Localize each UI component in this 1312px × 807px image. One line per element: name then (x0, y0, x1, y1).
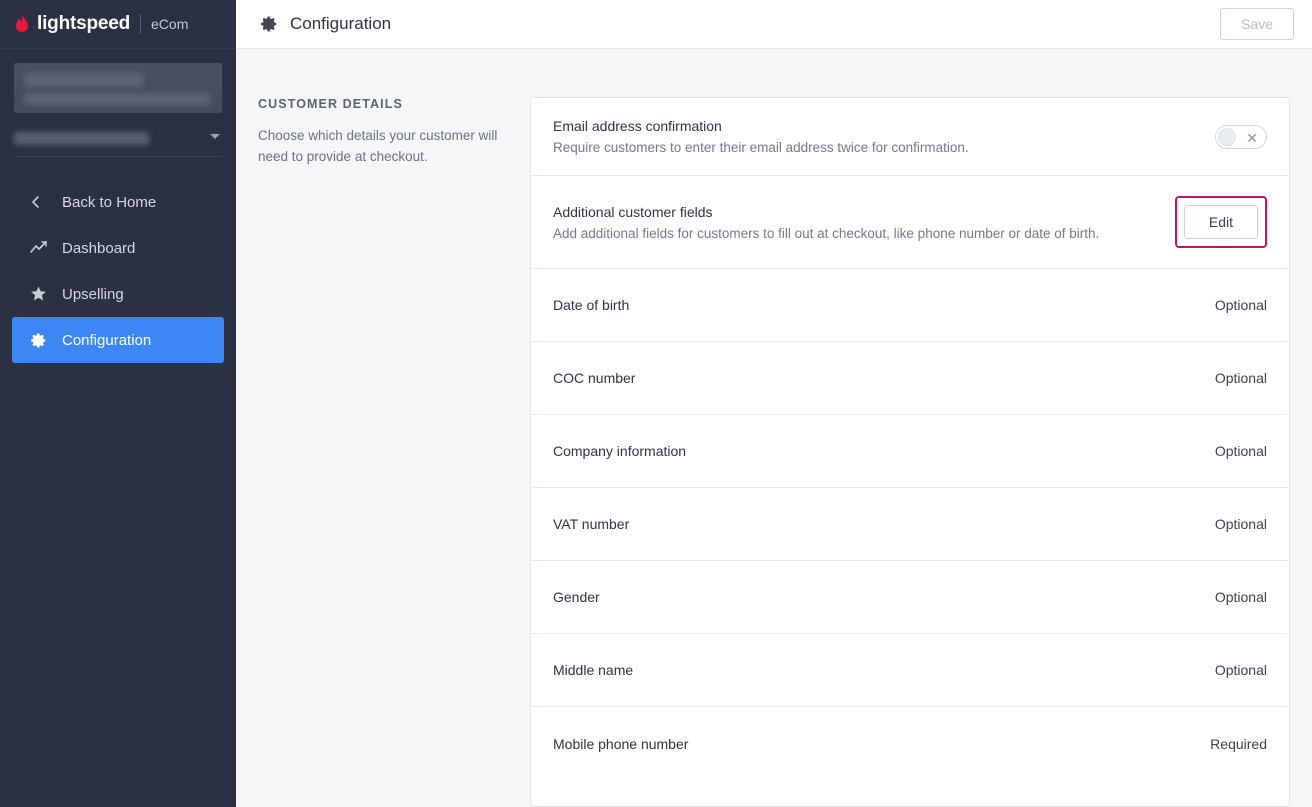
setting-row-date-of-birth[interactable] (531, 269, 1289, 342)
sidebar-item-label: Configuration (62, 331, 152, 349)
setting-row-mobile-phone-number[interactable] (531, 707, 1289, 780)
save-button[interactable]: Save (1220, 8, 1294, 40)
row-text (553, 297, 1199, 313)
setting-row-gender[interactable] (531, 561, 1289, 634)
chevron-left-icon (30, 195, 52, 209)
row-subtitle: Require customers to enter their email address twice for confirmation. (553, 140, 969, 155)
setting-row-email-confirmation (531, 98, 1289, 176)
brand-product: eCom (151, 16, 189, 32)
row-value: Optional (1214, 516, 1267, 532)
top-bar (236, 0, 1312, 49)
row-title: Email address confirmation (553, 118, 722, 134)
star-icon (30, 286, 52, 302)
sidebar-item-dashboard[interactable] (12, 225, 224, 271)
brand-divider (140, 14, 141, 34)
row-text (553, 736, 1194, 752)
row-text (553, 443, 1199, 459)
trend-line-icon (30, 241, 52, 255)
row-title: COC number (553, 370, 636, 386)
brand-name: lightspeed (37, 13, 131, 34)
row-value: Required (1210, 735, 1267, 752)
flame-icon (14, 14, 30, 34)
row-text (553, 516, 1199, 532)
row-value: Optional (1214, 297, 1267, 313)
edit-button[interactable]: Edit (1184, 205, 1258, 239)
edit-button-highlight (1175, 196, 1267, 248)
row-value: Optional (1214, 443, 1267, 459)
row-value: Optional (1214, 589, 1267, 605)
row-text (553, 589, 1199, 605)
section-description-column (258, 97, 530, 807)
sidebar-item-label: Upselling (62, 285, 124, 303)
sidebar-item-label: Dashboard (62, 239, 136, 257)
shop-name-redacted (14, 132, 149, 145)
settings-panel (530, 97, 1290, 807)
email-confirmation-toggle[interactable] (1215, 125, 1267, 149)
row-text (553, 204, 1175, 241)
chevron-down-icon (210, 134, 220, 139)
row-value: Optional (1214, 662, 1267, 678)
setting-row-vat-number[interactable] (531, 488, 1289, 561)
main-area (236, 0, 1312, 807)
sidebar-item-label: Back to Home (62, 193, 157, 211)
row-title: Middle name (553, 662, 634, 678)
page-title: Configuration (290, 14, 392, 33)
section-title: CUSTOMER DETAILS (258, 97, 403, 111)
gear-icon (260, 15, 278, 33)
setting-row-company-information[interactable] (531, 415, 1289, 488)
gear-icon (30, 332, 52, 349)
shop-selector[interactable] (14, 127, 222, 157)
sidebar-item-back-to-home[interactable] (12, 179, 224, 225)
cross-icon: ✕ (1246, 129, 1258, 146)
row-text (553, 370, 1199, 386)
content-area (236, 49, 1312, 807)
setting-row-additional-customer-fields (531, 176, 1289, 269)
sidebar-nav (0, 179, 236, 363)
brand-header (0, 0, 236, 49)
row-title: Date of birth (553, 297, 630, 313)
row-text (553, 118, 1215, 155)
row-title: Mobile phone number (553, 735, 689, 752)
sidebar-item-upselling[interactable] (12, 271, 224, 317)
sidebar (0, 0, 236, 807)
row-subtitle: Add additional fields for customers to fill out at checkout, like phone number or date of birth. (553, 225, 1100, 241)
toggle-knob (1218, 128, 1236, 146)
row-title: Additional customer fields (553, 203, 713, 220)
row-title: Gender (553, 589, 600, 605)
setting-row-middle-name[interactable] (531, 634, 1289, 707)
setting-row-coc-number[interactable] (531, 342, 1289, 415)
sidebar-item-configuration[interactable] (12, 317, 224, 363)
row-title: VAT number (553, 516, 630, 532)
shop-banner-redacted (14, 63, 222, 113)
section-description: Choose which details your customer will need to provide at checkout. (258, 128, 498, 164)
row-title: Company information (553, 443, 687, 459)
row-text (553, 662, 1199, 678)
row-value: Optional (1214, 370, 1267, 386)
shop-block (0, 49, 236, 157)
